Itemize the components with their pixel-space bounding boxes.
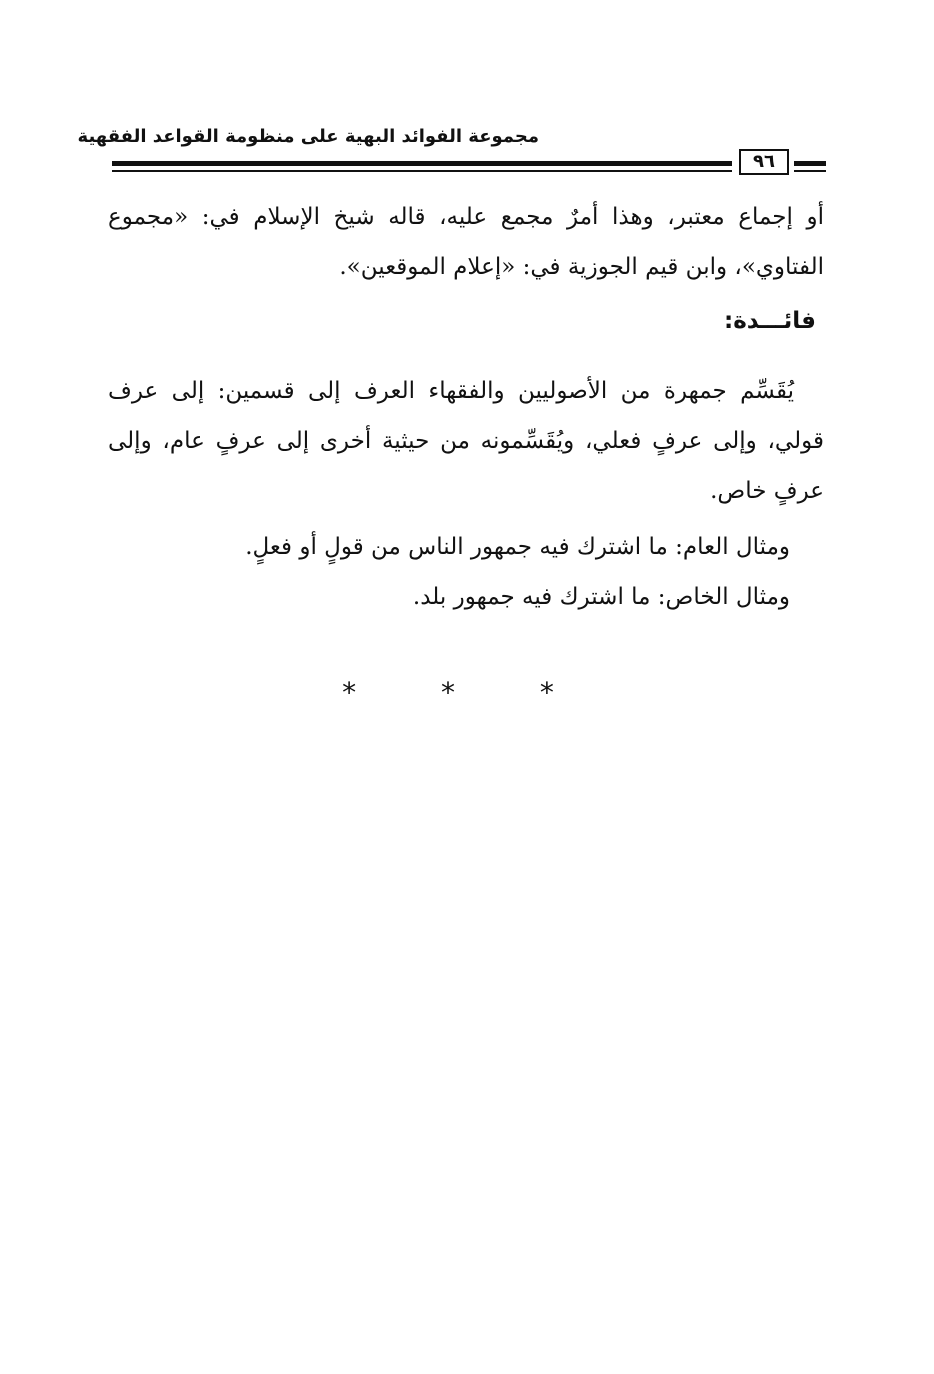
header-rule-right-thin	[794, 170, 826, 172]
header-rule-thin	[112, 170, 732, 172]
example-specific: ومثال الخاص: ما اشترك فيه جمهور بلد.	[412, 584, 790, 610]
example-general: ومثال العام: ما اشترك فيه جمهور الناس من قولٍ أو فعلٍ.	[245, 534, 790, 560]
paragraph-2: يُقَسِّم جمهرة من الأصوليين والفقهاء العرف إلى قسمين: إلى عرف قولي، وإلى عرفٍ فعلي، ويُقَسِّمونه من حيثية أخرى إلى عرفٍ عام، وإلى عرفٍ خاص.	[108, 378, 824, 504]
header-rule-thick	[112, 161, 732, 166]
section-separator: * * *	[342, 676, 592, 709]
running-title: مجموعة الفوائد البهية على منظومة القواعد الفقهية	[77, 126, 539, 147]
section-heading: فائـــدة:	[724, 308, 816, 334]
paragraph-1: أو إجماع معتبر، وهذا أمرٌ مجمع عليه، قاله شيخ الإسلام في: «مجموع الفتاوي»، وابن قيم الجوزية في: «إعلام الموقعين».	[108, 204, 824, 280]
page-number: ٩٦	[739, 149, 789, 175]
header-rule-right-thick	[794, 161, 826, 166]
